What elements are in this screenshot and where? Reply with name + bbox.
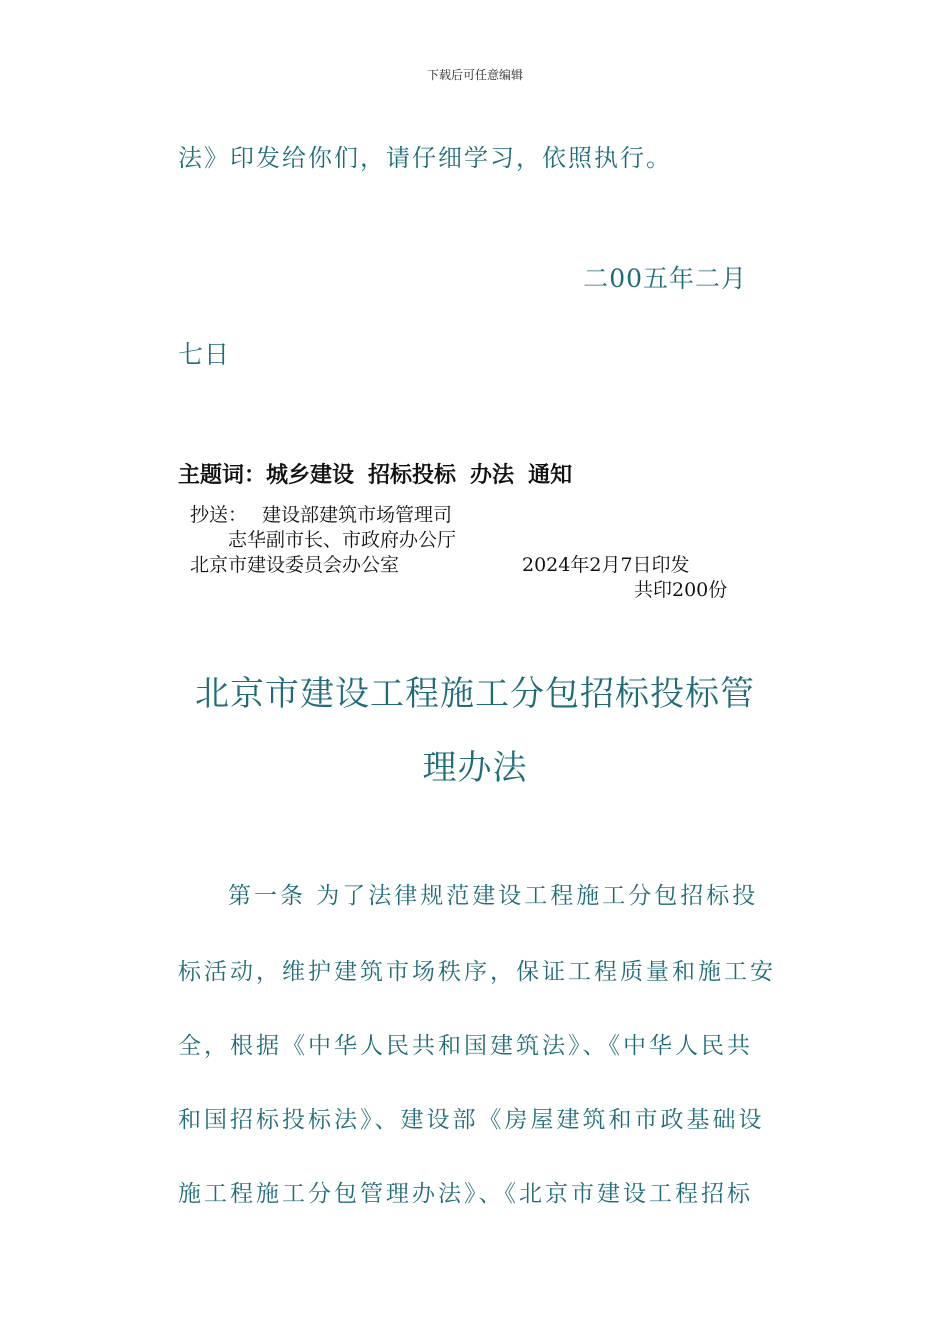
article-1-line: 标活动，维护建筑市场秩序，保证工程质量和施工安: [178, 959, 776, 985]
cc-label: 抄送：: [190, 504, 248, 526]
document-title-line-2: 理办法: [422, 748, 528, 788]
subject-keyword: 通知: [528, 463, 573, 488]
article-1-line: 全，根据《中华人民共和国建筑法》、《中华人民共: [178, 1033, 753, 1059]
document-title-line-1: 北京市建设工程施工分包招标投标管: [195, 674, 755, 714]
issue-date: 2024年2月7日印发: [522, 554, 690, 576]
cc-recipient-1: 建设部建筑市场管理司: [262, 504, 453, 526]
copies-count: 共印200份: [634, 579, 728, 601]
article-1-line: 第一条 为了法律规范建设工程施工分包招标投: [228, 883, 759, 909]
cc-recipient-2: 志华副市长、市政府办公厅: [228, 529, 457, 551]
article-1-line: 施工程施工分包管理办法》、《北京市建设工程招标: [178, 1181, 753, 1207]
header-note: 下载后可任意编辑: [426, 68, 523, 82]
article-1-line: 和国招标投标法》、建设部《房屋建筑和市政基础设: [178, 1107, 765, 1133]
date-line-1: 二00五年二月: [583, 264, 747, 293]
intro-line: 法》印发给你们，请仔细学习，依照执行。: [178, 144, 672, 172]
subject-label: 主题词：: [178, 463, 267, 488]
subject-keyword: 招标投标: [368, 463, 457, 488]
date-line-2: 七日: [178, 340, 231, 369]
subject-keywords: [178, 458, 586, 489]
issuer-office: 北京市建设委员会办公室: [190, 554, 400, 576]
subject-keyword: 城乡建设: [266, 463, 355, 488]
subject-keyword: 办法: [470, 463, 515, 488]
